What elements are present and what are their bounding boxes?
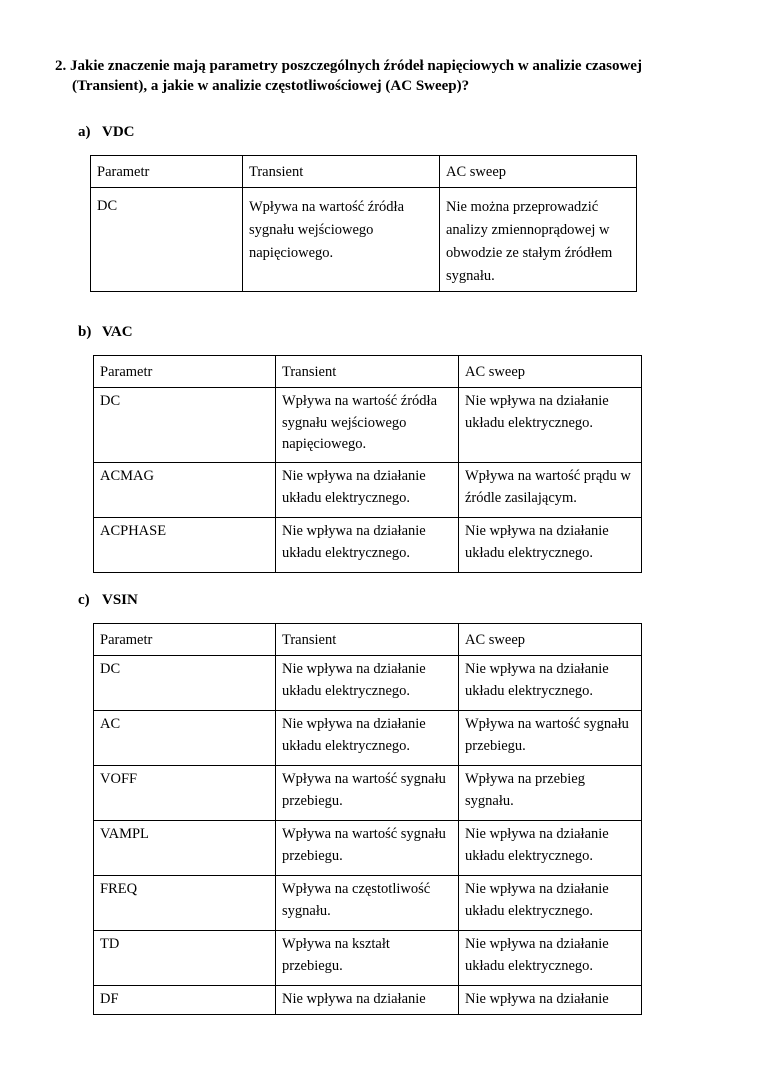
section-label: a) [78, 124, 91, 140]
transient-cell: Nie wpływa na działanie układu elektrycznego. [276, 463, 459, 518]
table-header-row [91, 156, 637, 188]
transient-cell: Wpływa na częstotliwość sygnału. [276, 876, 459, 931]
table-row [94, 711, 642, 766]
acsweep-cell: Nie wpływa na działanie układu elektrycznego. [459, 876, 642, 931]
param-cell: DC [94, 656, 276, 711]
table-row [91, 188, 637, 292]
section-title: VAC [102, 324, 133, 340]
section-heading-vdc [78, 123, 135, 141]
table-header-row [94, 356, 642, 388]
transient-cell: Wpływa na kształt przebiegu. [276, 931, 459, 986]
param-cell: DC [91, 188, 243, 292]
acsweep-cell: Nie można przeprowadzić analizy zmiennoprądowej w obwodzie ze stałym źródłem sygnału. [440, 188, 637, 292]
transient-cell: Nie wpływa na działanie układu elektrycznego. [276, 518, 459, 573]
param-cell: VOFF [94, 766, 276, 821]
question-line-2: (Transient), a jakie w analizie częstotliwościowej (AC Sweep)? [72, 78, 470, 94]
header-cell: AC sweep [459, 624, 642, 656]
question-number: 2. [55, 58, 67, 74]
transient-cell: Wpływa na wartość źródła sygnału wejściowego napięciowego. [276, 388, 459, 463]
transient-cell: Nie wpływa na działanie układu elektrycznego. [276, 656, 459, 711]
table-row [94, 463, 642, 518]
table-row [94, 766, 642, 821]
acsweep-cell: Wpływa na wartość sygnału przebiegu. [459, 711, 642, 766]
section-heading-vsin [78, 591, 138, 609]
question-text [70, 56, 670, 96]
table-row [94, 518, 642, 573]
acsweep-cell: Nie wpływa na działanie układu elektrycznego. [459, 821, 642, 876]
param-cell: DF [94, 986, 276, 1015]
table-vac [93, 355, 642, 573]
acsweep-cell: Nie wpływa na działanie układu elektrycznego. [459, 388, 642, 463]
transient-cell: Nie wpływa na działanie [276, 986, 459, 1015]
header-cell: Parametr [94, 624, 276, 656]
param-cell: ACMAG [94, 463, 276, 518]
section-heading-vac [78, 323, 133, 341]
param-cell: AC [94, 711, 276, 766]
table-row [94, 876, 642, 931]
acsweep-cell: Wpływa na przebieg sygnału. [459, 766, 642, 821]
header-cell: AC sweep [440, 156, 637, 188]
question-line-1: Jakie znaczenie mają parametry poszczególnych źródeł napięciowych w analizie czasowej [70, 58, 642, 74]
section-label: c) [78, 592, 90, 608]
transient-cell: Wpływa na wartość źródła sygnału wejściowego napięciowego. [243, 188, 440, 292]
acsweep-cell: Nie wpływa na działanie układu elektrycznego. [459, 931, 642, 986]
table-row [94, 931, 642, 986]
transient-cell: Wpływa na wartość sygnału przebiegu. [276, 821, 459, 876]
acsweep-cell: Wpływa na wartość prądu w źródle zasilającym. [459, 463, 642, 518]
section-label: b) [78, 324, 92, 340]
section-title: VDC [102, 124, 135, 140]
table-vdc [90, 155, 637, 292]
table-row [94, 986, 642, 1015]
param-cell: DC [94, 388, 276, 463]
table-row [94, 821, 642, 876]
table-header-row [94, 624, 642, 656]
header-cell: Transient [243, 156, 440, 188]
acsweep-cell: Nie wpływa na działanie układu elektrycznego. [459, 656, 642, 711]
header-cell: Transient [276, 356, 459, 388]
transient-cell: Wpływa na wartość sygnału przebiegu. [276, 766, 459, 821]
section-title: VSIN [102, 592, 138, 608]
acsweep-cell: Nie wpływa na działanie [459, 986, 642, 1015]
param-cell: FREQ [94, 876, 276, 931]
param-cell: TD [94, 931, 276, 986]
header-cell: Transient [276, 624, 459, 656]
header-cell: Parametr [91, 156, 243, 188]
header-cell: AC sweep [459, 356, 642, 388]
param-cell: ACPHASE [94, 518, 276, 573]
param-cell: VAMPL [94, 821, 276, 876]
table-row [94, 656, 642, 711]
table-vsin [93, 623, 642, 1015]
table-row [94, 388, 642, 463]
header-cell: Parametr [94, 356, 276, 388]
acsweep-cell: Nie wpływa na działanie układu elektrycznego. [459, 518, 642, 573]
transient-cell: Nie wpływa na działanie układu elektrycznego. [276, 711, 459, 766]
